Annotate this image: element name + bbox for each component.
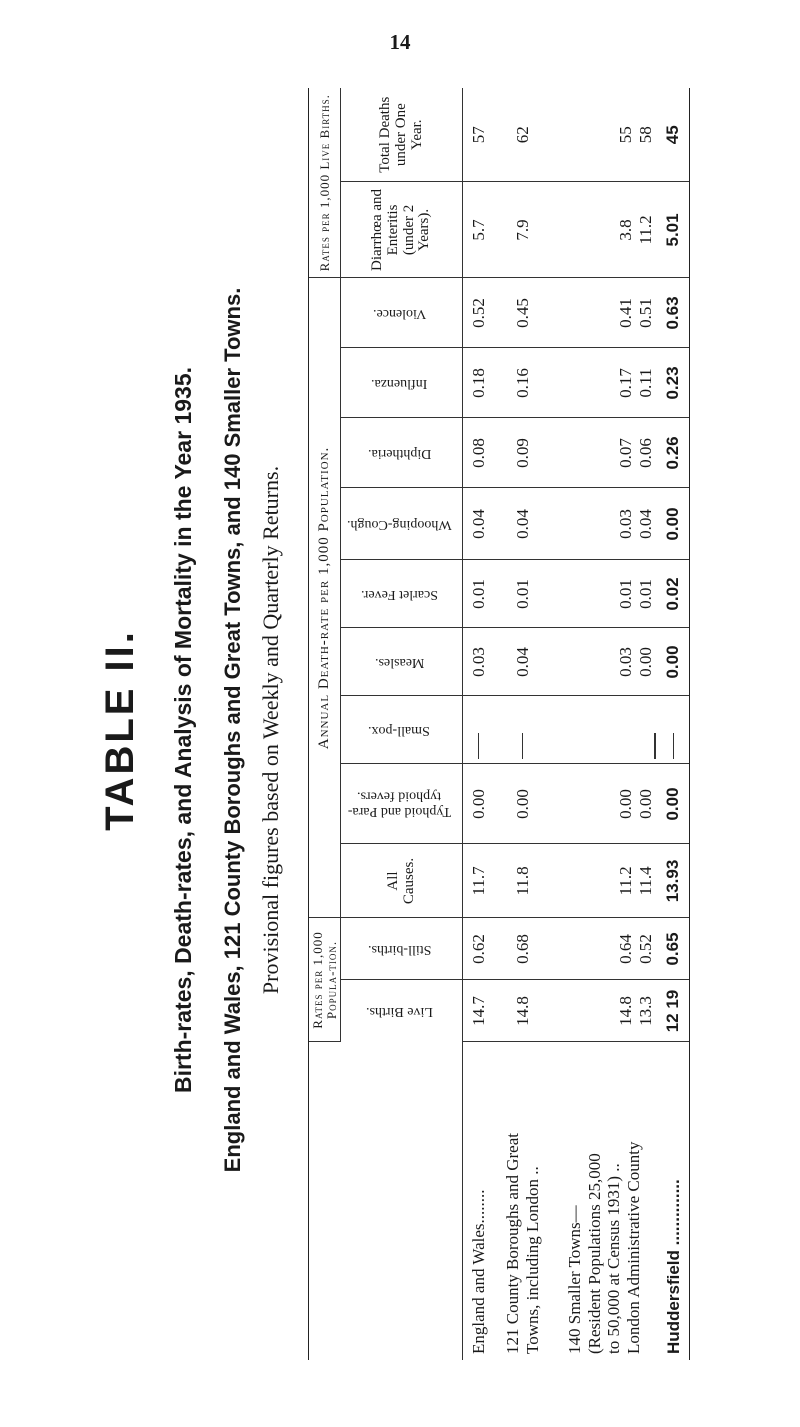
cell-value: 0.01	[635, 579, 655, 609]
live-births-header: Live Births.	[341, 980, 463, 1042]
cell-violence	[658, 278, 689, 348]
cell-diphtheria	[551, 418, 658, 488]
cell-value: 62	[512, 126, 532, 144]
row-label	[658, 1042, 689, 1360]
cell-live-births	[494, 980, 550, 1042]
cell-value: 7.9	[512, 219, 532, 241]
cell-influenza	[494, 348, 550, 418]
cell-value: 11.7	[468, 866, 488, 896]
cell-value: 0.62	[468, 934, 488, 964]
cell-value: 14.8	[615, 996, 635, 1026]
cell-smallpox	[463, 696, 495, 764]
cell-value: 0.64	[615, 934, 635, 964]
table-subtitle: Birth-rates, Death-rates, and Analysis of Mortality in the Year 1935.	[170, 366, 196, 1094]
cell-still-births	[551, 918, 658, 980]
cell-influenza	[551, 348, 658, 418]
cell-scarlet	[658, 560, 689, 628]
cell-value: 14.8	[512, 996, 532, 1026]
table-body	[463, 88, 689, 1360]
table-row	[463, 88, 495, 1360]
cell-all-causes	[463, 844, 495, 918]
cell-value: 0.08	[468, 438, 488, 468]
rates-population-header: Rates per 1,000 Popula-tion.	[309, 918, 341, 1042]
cell-value: 0.04	[512, 509, 532, 539]
cell-diarrhoea	[494, 182, 550, 278]
cell-diphtheria	[494, 418, 550, 488]
cell-value: 0.01	[615, 579, 635, 609]
cell-typhoid	[463, 764, 495, 844]
cell-still-births	[658, 918, 689, 980]
cell-value: 0.01	[468, 579, 488, 609]
cell-value: 0.26	[663, 436, 683, 470]
cell-under-one	[494, 88, 550, 182]
cell-under-one	[551, 88, 658, 182]
cell-value: 0.03	[615, 509, 635, 539]
cell-value: 5.7	[468, 219, 488, 241]
row-label-line: (Resident Populations 25,000	[584, 1153, 604, 1354]
cell-all-causes	[494, 844, 550, 918]
cell-value: 0.00	[663, 645, 683, 679]
cell-all-causes	[658, 844, 689, 918]
mortality-table	[308, 88, 690, 1360]
page-number: 14	[389, 30, 411, 54]
still-births-header: Still-births.	[341, 918, 463, 980]
row-label-line: England and Wales........	[468, 1189, 488, 1354]
cell-still-births	[463, 918, 495, 980]
cell-measles	[658, 628, 689, 696]
cell-typhoid	[551, 764, 658, 844]
cell-value: 13.93	[663, 859, 683, 903]
cell-value	[522, 700, 523, 759]
table-title: TABLE II.	[98, 629, 142, 831]
cell-value: 0.23	[663, 366, 683, 400]
cell-value: 0.07	[615, 438, 635, 468]
cell-value: 0.03	[615, 647, 635, 677]
cell-value: 12 19	[663, 989, 683, 1033]
cell-live-births	[463, 980, 495, 1042]
table-scope: England and Wales, 121 County Boroughs and Great Towns, and 140 Smaller Towns.	[220, 287, 245, 1173]
violence-header: Violence.	[341, 278, 463, 348]
cell-whooping	[658, 488, 689, 560]
cell-scarlet	[463, 560, 495, 628]
rates-live-births-header: Rates per 1,000 Live Births.	[309, 88, 341, 278]
row-label	[494, 1042, 550, 1360]
cell-value: 14.7	[468, 996, 488, 1026]
cell-value	[478, 700, 479, 759]
cell-value: 11.4	[635, 866, 655, 896]
cell-value: 0.65	[663, 932, 683, 966]
cell-under-one	[463, 88, 495, 182]
row-label-line: 121 County Boroughs and Great	[502, 1133, 522, 1354]
cell-diphtheria	[658, 418, 689, 488]
cell-whooping	[463, 488, 495, 560]
cell-value: 0.02	[663, 577, 683, 611]
cell-measles	[463, 628, 495, 696]
cell-value: 0.00	[663, 507, 683, 541]
cell-whooping	[551, 488, 658, 560]
cell-live-births	[658, 980, 689, 1042]
cell-scarlet	[551, 560, 658, 628]
cell-live-births	[551, 980, 658, 1042]
cell-value: 0.00	[512, 789, 532, 819]
row-label-header	[309, 1042, 463, 1360]
cell-value	[673, 700, 674, 759]
cell-value: 0.45	[512, 298, 532, 328]
cell-measles	[494, 628, 550, 696]
cell-under-one	[658, 88, 689, 182]
cell-value: 55	[615, 126, 635, 144]
influenza-header: Influenza.	[341, 348, 463, 418]
cell-value: 0.52	[635, 934, 655, 964]
cell-typhoid	[494, 764, 550, 844]
typhoid-header: Typhoid and Para-typhoid fevers.	[341, 764, 463, 844]
cell-measles	[551, 628, 658, 696]
cell-value: 13.3	[635, 996, 655, 1026]
cell-value: 5.01	[663, 213, 683, 247]
table-row	[494, 88, 550, 1360]
cell-typhoid	[658, 764, 689, 844]
table-row	[551, 88, 658, 1360]
cell-value: 0.04	[512, 647, 532, 677]
table-note: Provisional figures based on Weekly and Quarterly Returns.	[258, 465, 283, 995]
cell-violence	[494, 278, 550, 348]
row-label-line: Huddersfield ..............	[663, 1179, 683, 1354]
cell-value: 58	[635, 126, 655, 144]
measles-header: Measles.	[341, 628, 463, 696]
row-label-line: 140 Smaller Towns—	[565, 1205, 585, 1354]
cell-value: 0.00	[468, 789, 488, 819]
cell-value: 0.17	[615, 368, 635, 398]
cell-whooping	[494, 488, 550, 560]
cell-value: 0.51	[635, 298, 655, 328]
cell-value: 11.2	[615, 866, 635, 896]
cell-value: 45	[663, 125, 683, 145]
cell-value: 0.01	[512, 579, 532, 609]
row-label-line: Towns, including London ..	[522, 1166, 542, 1354]
row-label-line: to 50,000 at Census 1931) ..	[604, 1163, 624, 1354]
all-causes-header: All Causes.	[341, 844, 463, 918]
diarrhoea-header: Diarrhœa and Enteritis (under 2 Years).	[341, 182, 463, 278]
annual-death-rate-header: Annual Death-rate per 1,000 Population.	[309, 278, 341, 918]
cell-value: 0.00	[615, 789, 635, 819]
cell-scarlet	[494, 560, 550, 628]
cell-value: 0.04	[468, 509, 488, 539]
row-label	[551, 1042, 658, 1360]
scarlet-fever-header: Scarlet Fever.	[341, 560, 463, 628]
cell-value: 57	[468, 126, 488, 144]
cell-diarrhoea	[463, 182, 495, 278]
cell-diarrhoea	[658, 182, 689, 278]
cell-value: 0.41	[615, 298, 635, 328]
cell-diarrhoea	[551, 182, 658, 278]
cell-value: 0.63	[663, 296, 683, 330]
cell-smallpox	[494, 696, 550, 764]
cell-all-causes	[551, 844, 658, 918]
cell-value: 0.09	[512, 438, 532, 468]
cell-value: 11.8	[512, 866, 532, 896]
cell-smallpox	[551, 696, 658, 764]
cell-value: 0.68	[512, 934, 532, 964]
diphtheria-header: Diphtheria.	[341, 418, 463, 488]
cell-value: 0.06	[635, 438, 655, 468]
cell-violence	[551, 278, 658, 348]
cell-influenza	[463, 348, 495, 418]
cell-value: 0.03	[468, 647, 488, 677]
cell-value: 0.00	[635, 789, 655, 819]
cell-value: 3.8	[615, 219, 635, 241]
table-row	[658, 88, 689, 1360]
cell-diphtheria	[463, 418, 495, 488]
rotated-table-sheet	[0, 80, 800, 1380]
cell-value: 0.52	[468, 298, 488, 328]
cell-influenza	[658, 348, 689, 418]
cell-value: 0.00	[635, 647, 655, 677]
smallpox-header: Small-pox.	[341, 696, 463, 764]
cell-value: 0.00	[663, 787, 683, 821]
cell-value: 0.18	[468, 368, 488, 398]
cell-value: 0.11	[635, 368, 655, 398]
row-label	[463, 1042, 495, 1360]
under-one-header: Total Deaths under One Year.	[341, 88, 463, 182]
cell-value: 0.16	[512, 368, 532, 398]
cell-value	[655, 700, 656, 759]
cell-value: 0.04	[635, 509, 655, 539]
row-label-line: London Administrative County	[623, 1141, 643, 1354]
cell-violence	[463, 278, 495, 348]
whooping-cough-header: Whooping-Cough.	[341, 488, 463, 560]
cell-value: 11.2	[635, 215, 655, 245]
cell-smallpox	[658, 696, 689, 764]
cell-still-births	[494, 918, 550, 980]
